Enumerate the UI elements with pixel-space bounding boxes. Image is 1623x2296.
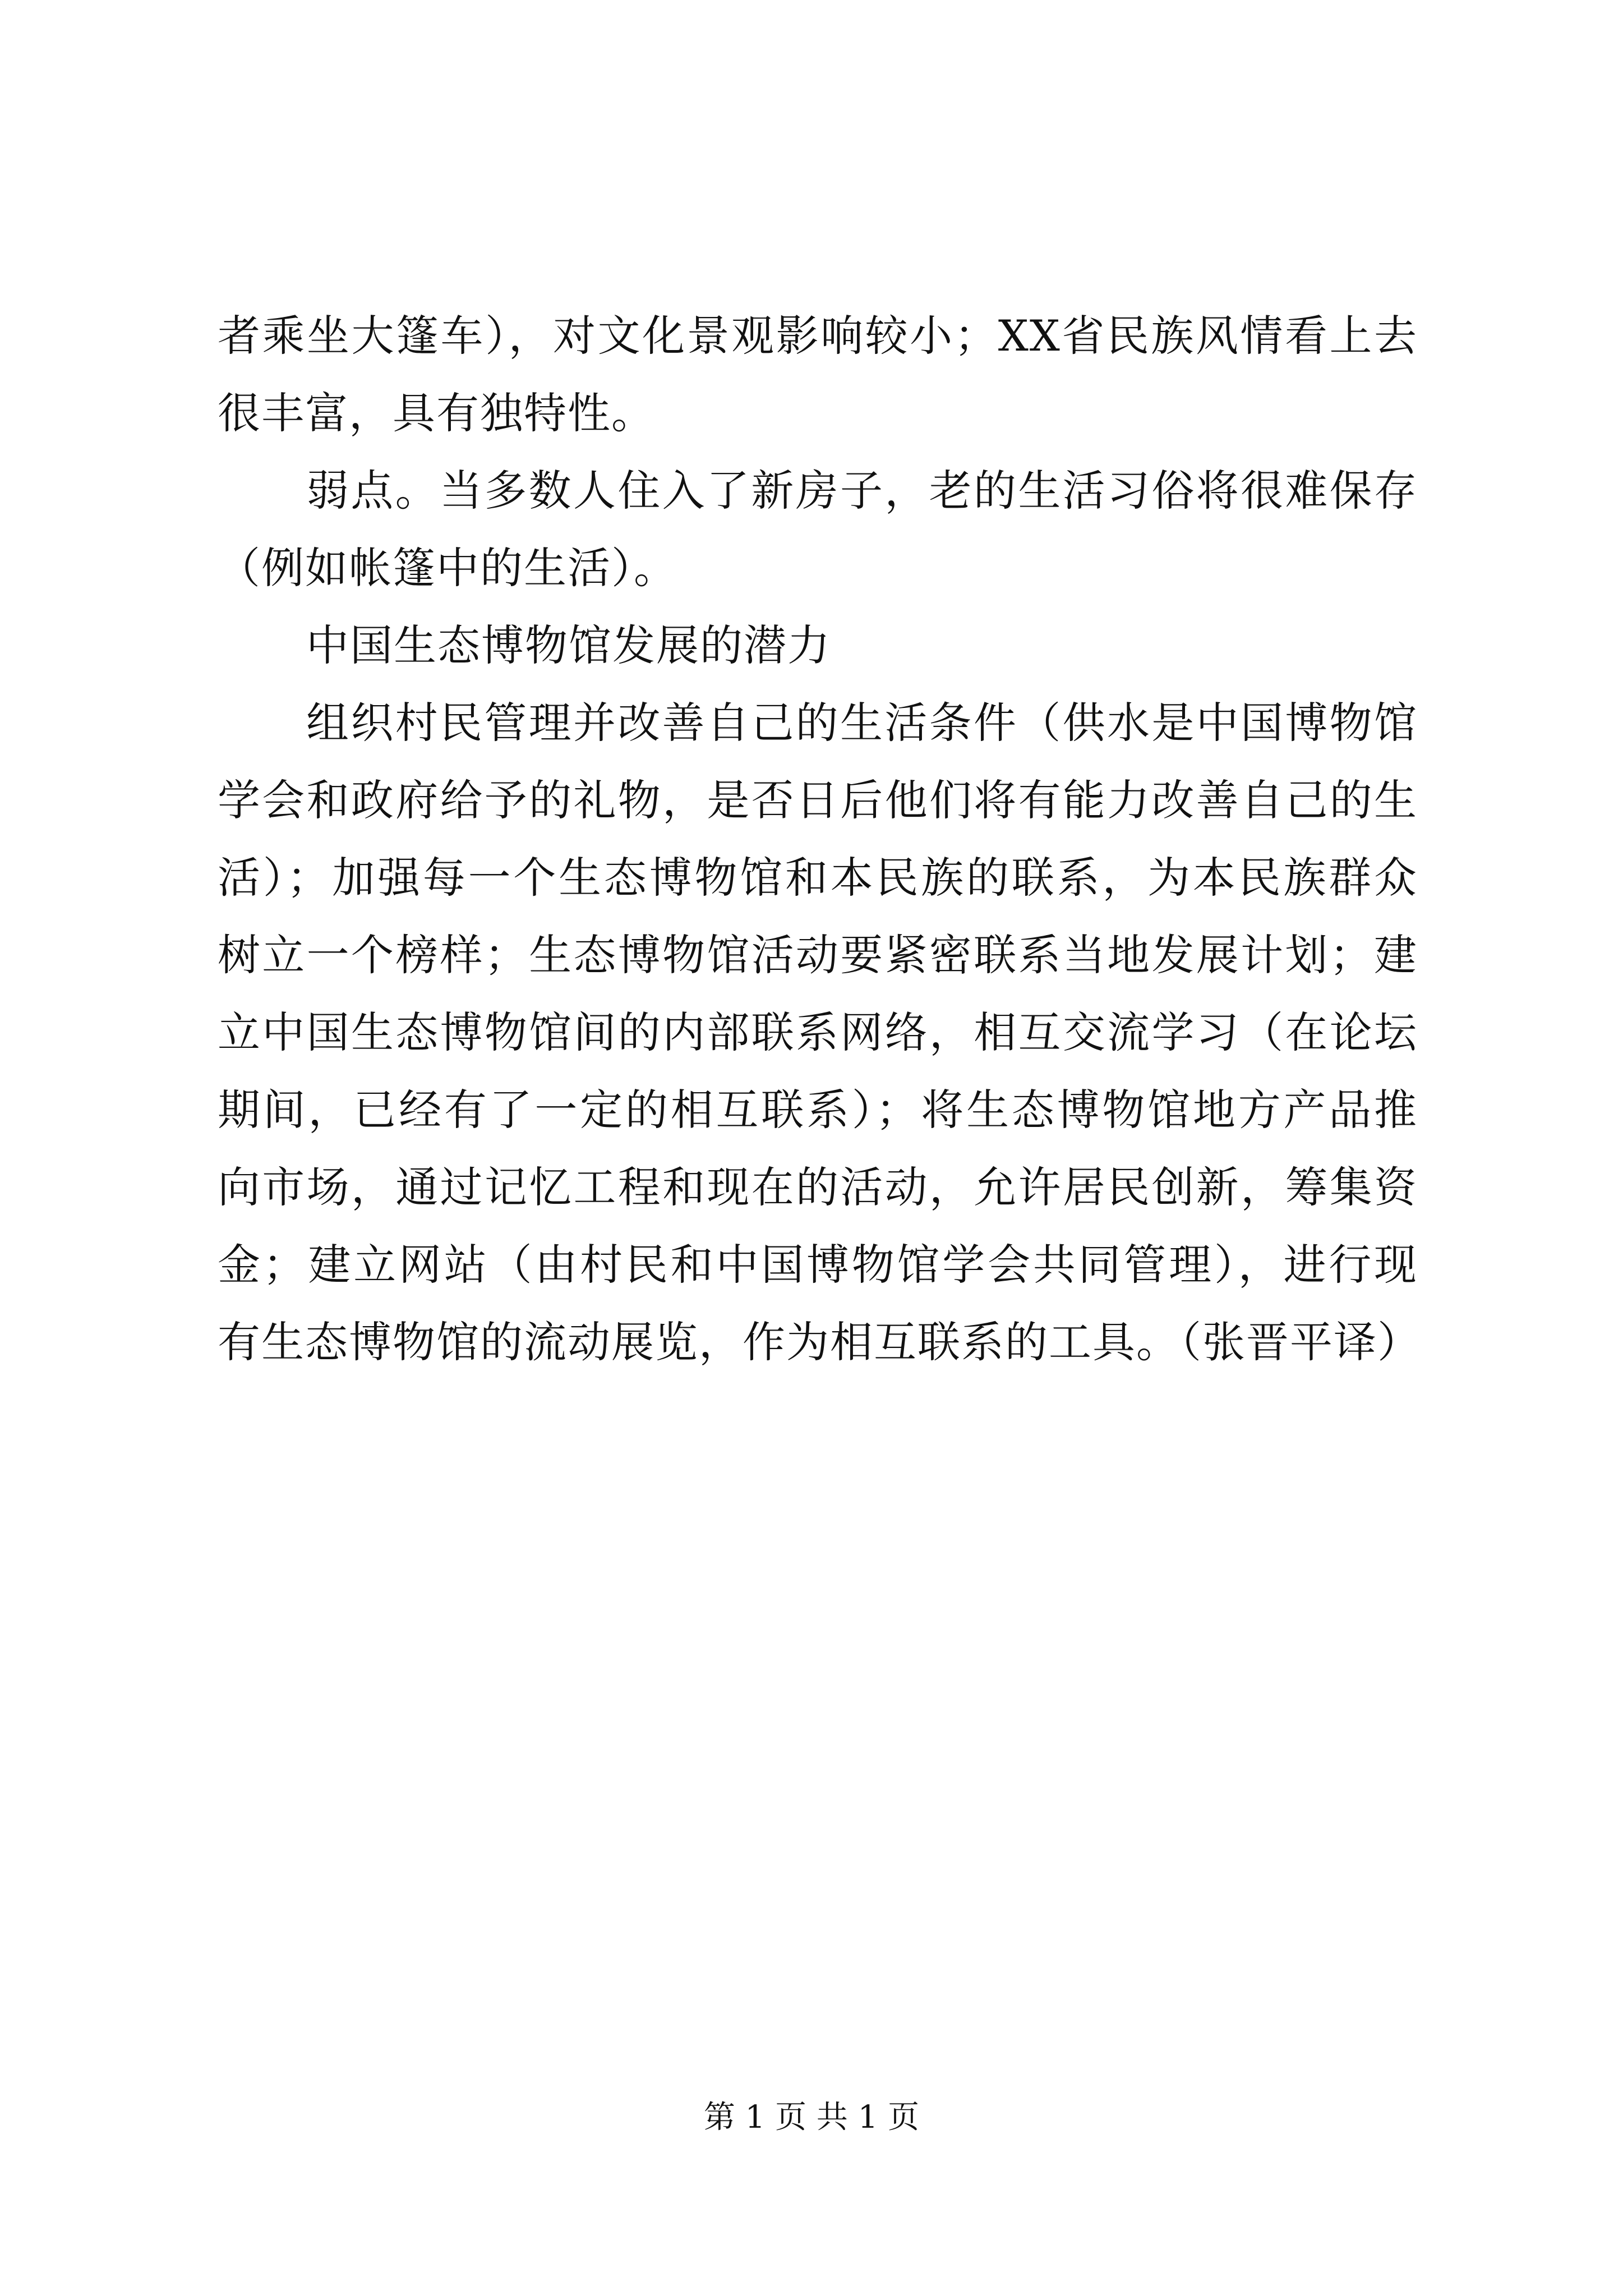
paragraph-weakness: 弱点。当多数人住入了新房子，老的生活习俗将很难保存（例如帐篷中的生活）。 [218, 466, 1418, 593]
page-number-label: 第 1 页 共 1 页 [703, 2099, 920, 2136]
section-heading: 中国生态博物馆发展的潜力 [306, 620, 831, 670]
page-footer [0, 2098, 1623, 2137]
paragraph-potential: 组织村民管理并改善自己的生活条件（供水是中国博物馆学会和政府给予的礼物，是否日后他们将有能力改善自己的生活）；加强每一个生态博物馆和本民族的联系，为本民族群众树立一个榜样；生态博物馆活动要紧密联系当地发展计划；建立中国生态博物馆间的内部联系网络，相互交流学习（在论坛期间，已经有了一定的相互联系）；将生态博物馆地方产品推向市场，通过记忆工程和现在的活动，允许居民创新，筹集资金；建立网站（由村民和中国博物馆学会共同管理），进行现有生态博物馆的流动展览，作为相互联系的工具。（张晋平译） [218, 698, 1421, 1367]
document-body [218, 297, 1421, 1381]
paragraph-continuation: 者乘坐大篷车），对文化景观影响较小；XX省民族风情看上去很丰富，具有独特性。 [218, 311, 1418, 438]
